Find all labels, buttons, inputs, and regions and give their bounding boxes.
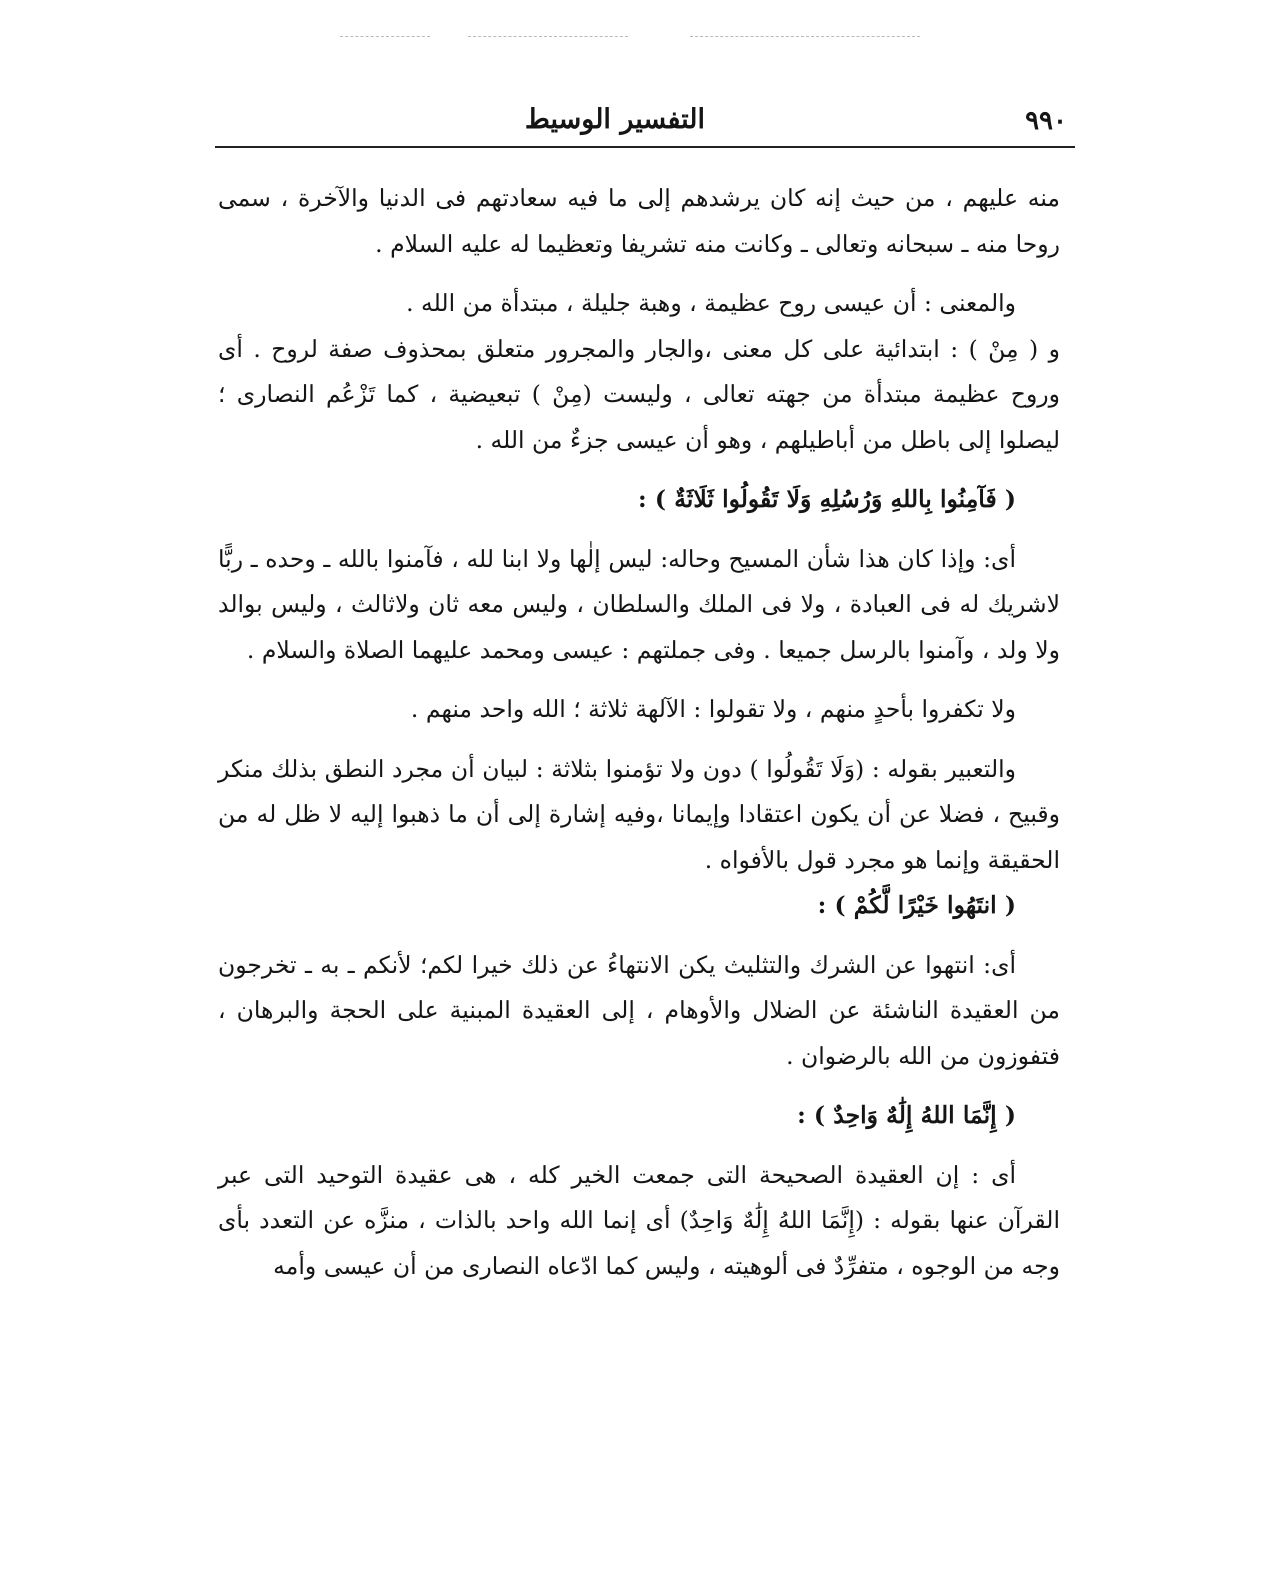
header-rule: [215, 146, 1075, 148]
paragraph: و ( مِنْ ) : ابتدائية على كل معنى ،والجار والمجرور متعلق بمحذوف صفة لروح . أى وروح عظيمة مبتدأة من جهته تعالى ، وليست (مِنْ ) تبعيضية ، كما تَزْعُم النصارى ؛ ليصلوا إلى باطل من أباطيلهم ، وهو أن عيسى جزءٌ من الله .: [218, 334, 1060, 454]
page-body: [218, 176, 1060, 1289]
scan-artifact-line: [340, 36, 430, 37]
page-header: [215, 92, 1075, 148]
scan-artifact-line: [690, 36, 920, 37]
paragraph: ولا تكفروا بأحدٍ منهم ، ولا تقولوا : الآلهة ثلاثة ؛ الله واحد منهم .: [410, 695, 1016, 723]
verse-heading: ( انتَهُوا خَيْرًا لَّكُمْ ) :: [817, 891, 1016, 919]
scan-artifact-line: [468, 36, 628, 37]
paragraph: أى: انتهوا عن الشرك والتثليث يكن الانتهاءُ عن ذلك خيرا لكم؛ لأنكم ـ به ـ تخرجون من العقيدة الناشئة عن الضلال والأوهام ، إلى العقيدة المبنية على الحجة والبرهان ، فتفوزون من الله بالرضوان .: [218, 950, 1060, 1070]
paragraph: أى : إن العقيدة الصحيحة التى جمعت الخير كله ، هى عقيدة التوحيد التى عبر القرآن عنها بقوله : (إِنَّمَا اللهُ إِلَٰهٌ وَاحِدٌ) أى إنما الله واحد بالذات ، منزَّه عن التعدد بأى وجه من الوجوه ، متفرِّدٌ فى ألوهيته ، وليس كما ادّعاه النصارى من أن عيسى وأمه: [218, 1160, 1060, 1280]
page-number: ٩٩٠: [1025, 106, 1067, 136]
running-title: التفسير الوسيط: [524, 104, 705, 135]
paragraph: والمعنى : أن عيسى روح عظيمة ، وهبة جليلة ، مبتدأة من الله .: [406, 289, 1016, 317]
verse-heading: ( إِنَّمَا اللهُ إِلَٰهٌ وَاحِدٌ ) :: [797, 1101, 1016, 1129]
verse-heading: ( فَآمِنُوا بِاللهِ وَرُسُلِهِ وَلَا تَقُولُوا ثَلَاثَةٌ ) :: [638, 485, 1016, 513]
paragraph: أى: وإذا كان هذا شأن المسيح وحاله: ليس إلٰها ولا ابنا لله ، فآمنوا بالله ـ وحده ـ ربًّا لاشريك له فى العبادة ، ولا فى الملك والسلطان ، وليس معه ثان ولاثالث ، وليس بوالد ولا ولد ، وآمنوا بالرسل جميعا . وفى جملتهم : عيسى ومحمد عليهما الصلاة والسلام .: [218, 544, 1060, 664]
paragraph: منه عليهم ، من حيث إنه كان يرشدهم إلى ما فيه سعادتهم فى الدنيا والآخرة ، سمى روحا منه ـ سبحانه وتعالى ـ وكانت منه تشريفا وتعظيما له عليه السلام .: [218, 184, 1060, 258]
paragraph: والتعبير بقوله : (وَلَا تَقُولُوا ) دون ولا تؤمنوا بثلاثة : لبيان أن مجرد النطق بذلك منكر وقبيح ، فضلا عن أن يكون اعتقادا وإيمانا ،وفيه إشارة إلى أن ما ذهبوا إليه لا ظل له من الحقيقة وإنما هو مجرد قول بالأفواه .: [218, 754, 1060, 874]
